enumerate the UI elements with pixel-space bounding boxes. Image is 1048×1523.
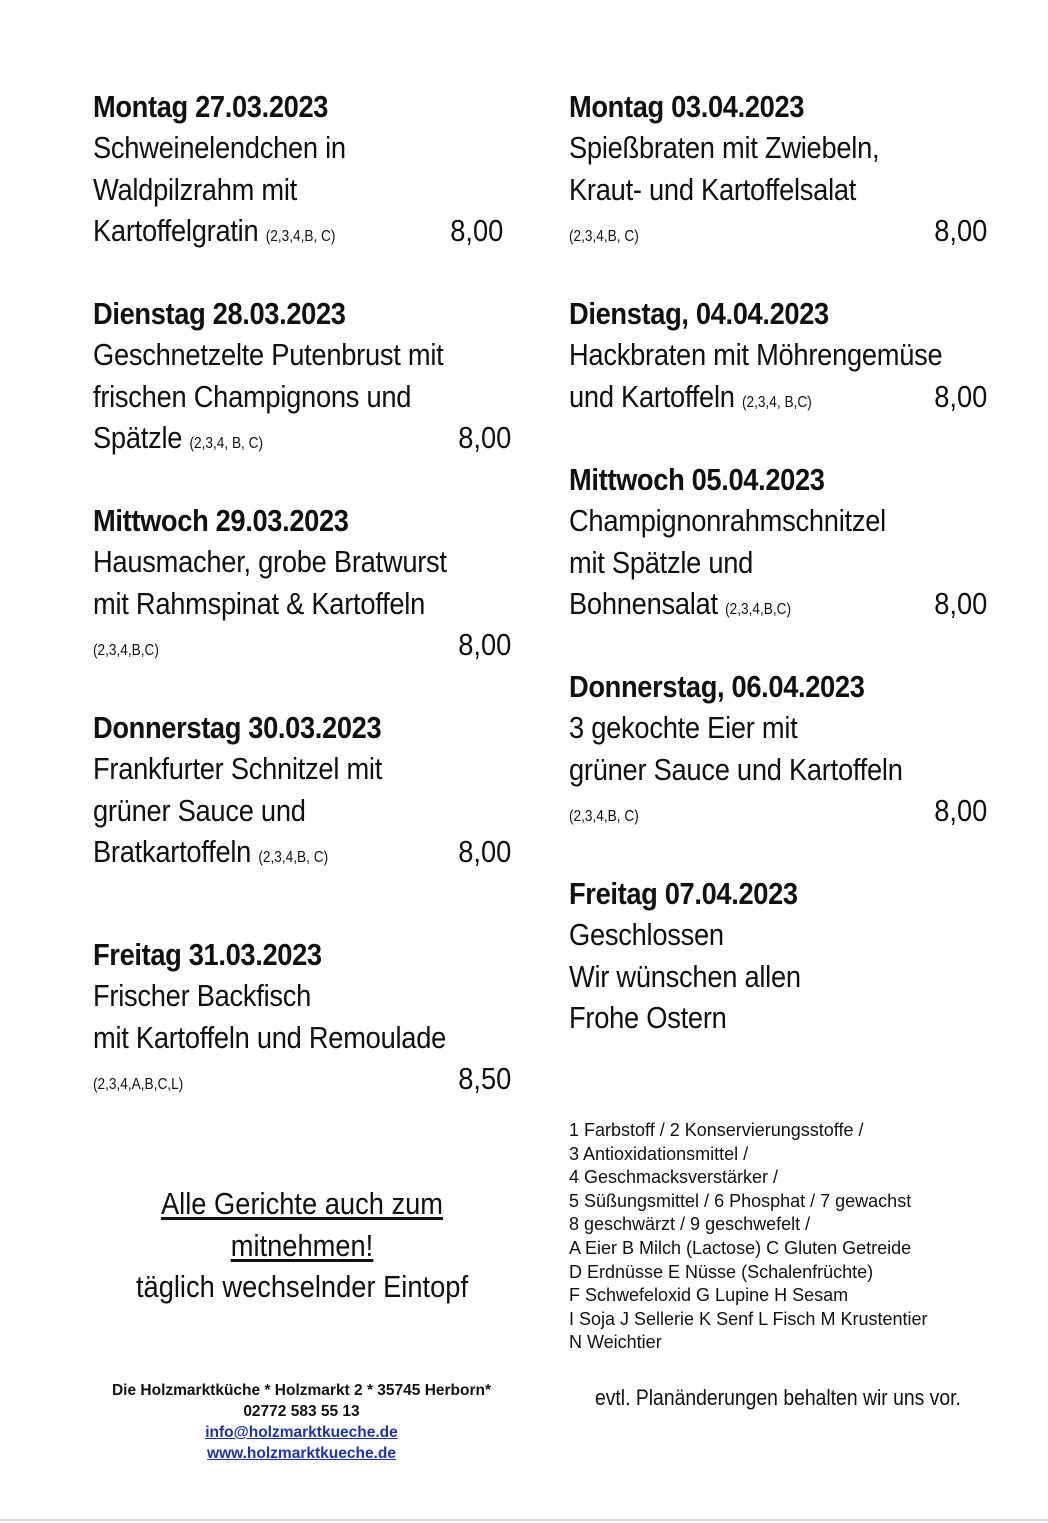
day-heading: Freitag 07.04.2023 — [569, 876, 798, 911]
dish-line: Schweinelendchen in — [93, 130, 346, 165]
takeaway-promo — [93, 1183, 511, 1308]
footer-phone: 02772 583 55 13 — [243, 1403, 360, 1420]
dish-line: Waldpilzrahm mit — [93, 171, 297, 207]
day-heading: Mittwoch 29.03.2023 — [93, 503, 349, 538]
day-tuesday-04 — [569, 293, 987, 459]
price-row — [569, 583, 987, 625]
price-row — [93, 624, 511, 666]
allergen-codes: (2,3,4,B, C) — [569, 808, 639, 825]
dish-line: Kartoffelgratin — [93, 213, 259, 248]
day-heading: Dienstag, 04.04.2023 — [569, 296, 829, 331]
price-row — [93, 417, 511, 459]
price: 8,00 — [933, 586, 987, 621]
price: 8,00 — [933, 213, 987, 248]
dish-line: Hackbraten mit Möhrengemüse — [569, 337, 943, 372]
legend-line: D Erdnüsse E Nüsse (Schalenfrüchte) — [569, 1261, 874, 1282]
closed-line: Frohe Ostern — [569, 1000, 727, 1035]
promo-line: täglich wechselnder Eintopf — [135, 1269, 469, 1304]
allergen-codes: (2,3,4,B,C) — [93, 642, 159, 659]
day-heading: Donnerstag 30.03.2023 — [93, 710, 382, 745]
price: 8,00 — [933, 793, 987, 828]
day-heading: Donnerstag, 06.04.2023 — [569, 669, 865, 704]
day-friday-07-closed — [569, 873, 987, 1039]
website-link[interactable]: www.holzmarktkueche.de — [207, 1445, 396, 1462]
legend-line: 3 Antioxidationsmittel / — [569, 1143, 749, 1164]
dish-line: mit Spätzle und — [569, 544, 754, 580]
dish-line: frischen Champignons und — [93, 378, 412, 414]
price: 8,00 — [449, 213, 503, 248]
dish-line: Frankfurter Schnitzel mit — [93, 751, 383, 786]
dish-line: Frischer Backfisch — [93, 978, 312, 1013]
change-note-text: evtl. Planänderungen behalten wir uns vor. — [595, 1385, 961, 1410]
dish-line: Geschnetzelte Putenbrust mit — [93, 337, 444, 372]
promo-line: Alle Gerichte auch zum — [160, 1186, 444, 1221]
day-wednesday-05 — [569, 459, 987, 666]
right-column — [569, 86, 987, 1039]
left-column — [93, 86, 511, 1100]
legend-line: 4 Geschmacksverstärker / — [569, 1167, 779, 1188]
promo-line: mitnehmen! — [230, 1227, 374, 1263]
legend-line: N Weichtier — [569, 1332, 662, 1353]
price-row — [93, 1058, 511, 1100]
dish-line: Bratkartoffeln — [93, 834, 252, 869]
day-heading: Freitag 31.03.2023 — [93, 937, 322, 972]
allergen-codes: (2,3,4,B, C) — [569, 228, 639, 245]
price-row — [569, 210, 987, 252]
day-monday-03 — [569, 86, 987, 293]
day-heading: Montag 03.04.2023 — [569, 89, 805, 124]
dish-line: grüner Sauce und — [93, 792, 306, 828]
closed-line: Wir wünschen allen — [569, 958, 801, 994]
price-row — [93, 210, 503, 252]
allergen-codes: (2,3,4,B, C) — [258, 849, 329, 866]
closed-line: Geschlossen — [569, 917, 724, 952]
price: 8,00 — [457, 834, 511, 869]
dish-line: Spätzle — [93, 420, 183, 455]
day-heading: Montag 27.03.2023 — [93, 89, 329, 124]
day-monday-27 — [93, 86, 511, 293]
day-heading: Mittwoch 05.04.2023 — [569, 462, 825, 497]
legend-line: I Soja J Sellerie K Senf L Fisch M Krustentier — [569, 1308, 928, 1329]
legend-line: F Schwefeloxid G Lupine H Sesam — [569, 1285, 849, 1306]
allergen-codes: (2,3,4, B, C) — [189, 435, 264, 452]
footer-address: Die Holzmarktküche * Holzmarkt 2 * 35745 Herborn* — [111, 1382, 492, 1399]
price: 8,00 — [457, 627, 511, 662]
legend-line: 8 geschwärzt / 9 geschwefelt / — [569, 1214, 811, 1235]
day-friday-31 — [93, 934, 511, 1100]
change-note — [569, 1384, 987, 1412]
dish-line: Kraut- und Kartoffelsalat — [569, 171, 857, 207]
allergen-codes: (2,3,4,B, C) — [265, 228, 336, 245]
dish-line: Hausmacher, grobe Bratwurst — [93, 544, 447, 579]
allergen-codes: (2,3,4,B,C) — [725, 601, 792, 618]
footer-contact — [80, 1380, 523, 1464]
price-row — [93, 831, 511, 873]
day-tuesday-28 — [93, 293, 511, 500]
allergen-legend — [569, 1119, 1009, 1355]
legend-line: A Eier B Milch (Lactose) C Gluten Getreide — [569, 1237, 912, 1258]
price: 8,00 — [457, 420, 511, 455]
price-row — [569, 790, 987, 832]
day-thursday-30 — [93, 707, 511, 934]
dish-line: grüner Sauce und Kartoffeln — [569, 751, 903, 787]
day-wednesday-29 — [93, 500, 511, 707]
allergen-codes: (2,3,4, B,C) — [742, 393, 812, 411]
dish-line: mit Rahmspinat & Kartoffeln — [93, 585, 426, 621]
allergen-codes: (2,3,4,A,B,C,L) — [93, 1076, 184, 1093]
dish-line: Champignonrahmschnitzel — [569, 503, 886, 538]
dish-line: Spießbraten mit Zwiebeln, — [569, 130, 880, 165]
email-link[interactable]: info@holzmarktkueche.de — [205, 1424, 398, 1441]
dish-line: 3 gekochte Eier mit — [569, 710, 798, 745]
price: 8,00 — [933, 378, 987, 414]
dish-line: mit Kartoffeln und Remoulade — [93, 1019, 447, 1055]
bottom-divider — [0, 1519, 1048, 1521]
dish-line: und Kartoffeln — [569, 378, 735, 414]
price-row — [569, 376, 987, 418]
price: 8,50 — [457, 1061, 511, 1096]
day-heading: Dienstag 28.03.2023 — [93, 296, 346, 331]
day-thursday-06 — [569, 666, 987, 873]
dish-line: Bohnensalat — [569, 586, 718, 621]
legend-line: 1 Farbstoff / 2 Konservierungsstoffe / — [569, 1120, 864, 1140]
legend-line: 5 Süßungsmittel / 6 Phosphat / 7 gewachst — [569, 1190, 912, 1211]
